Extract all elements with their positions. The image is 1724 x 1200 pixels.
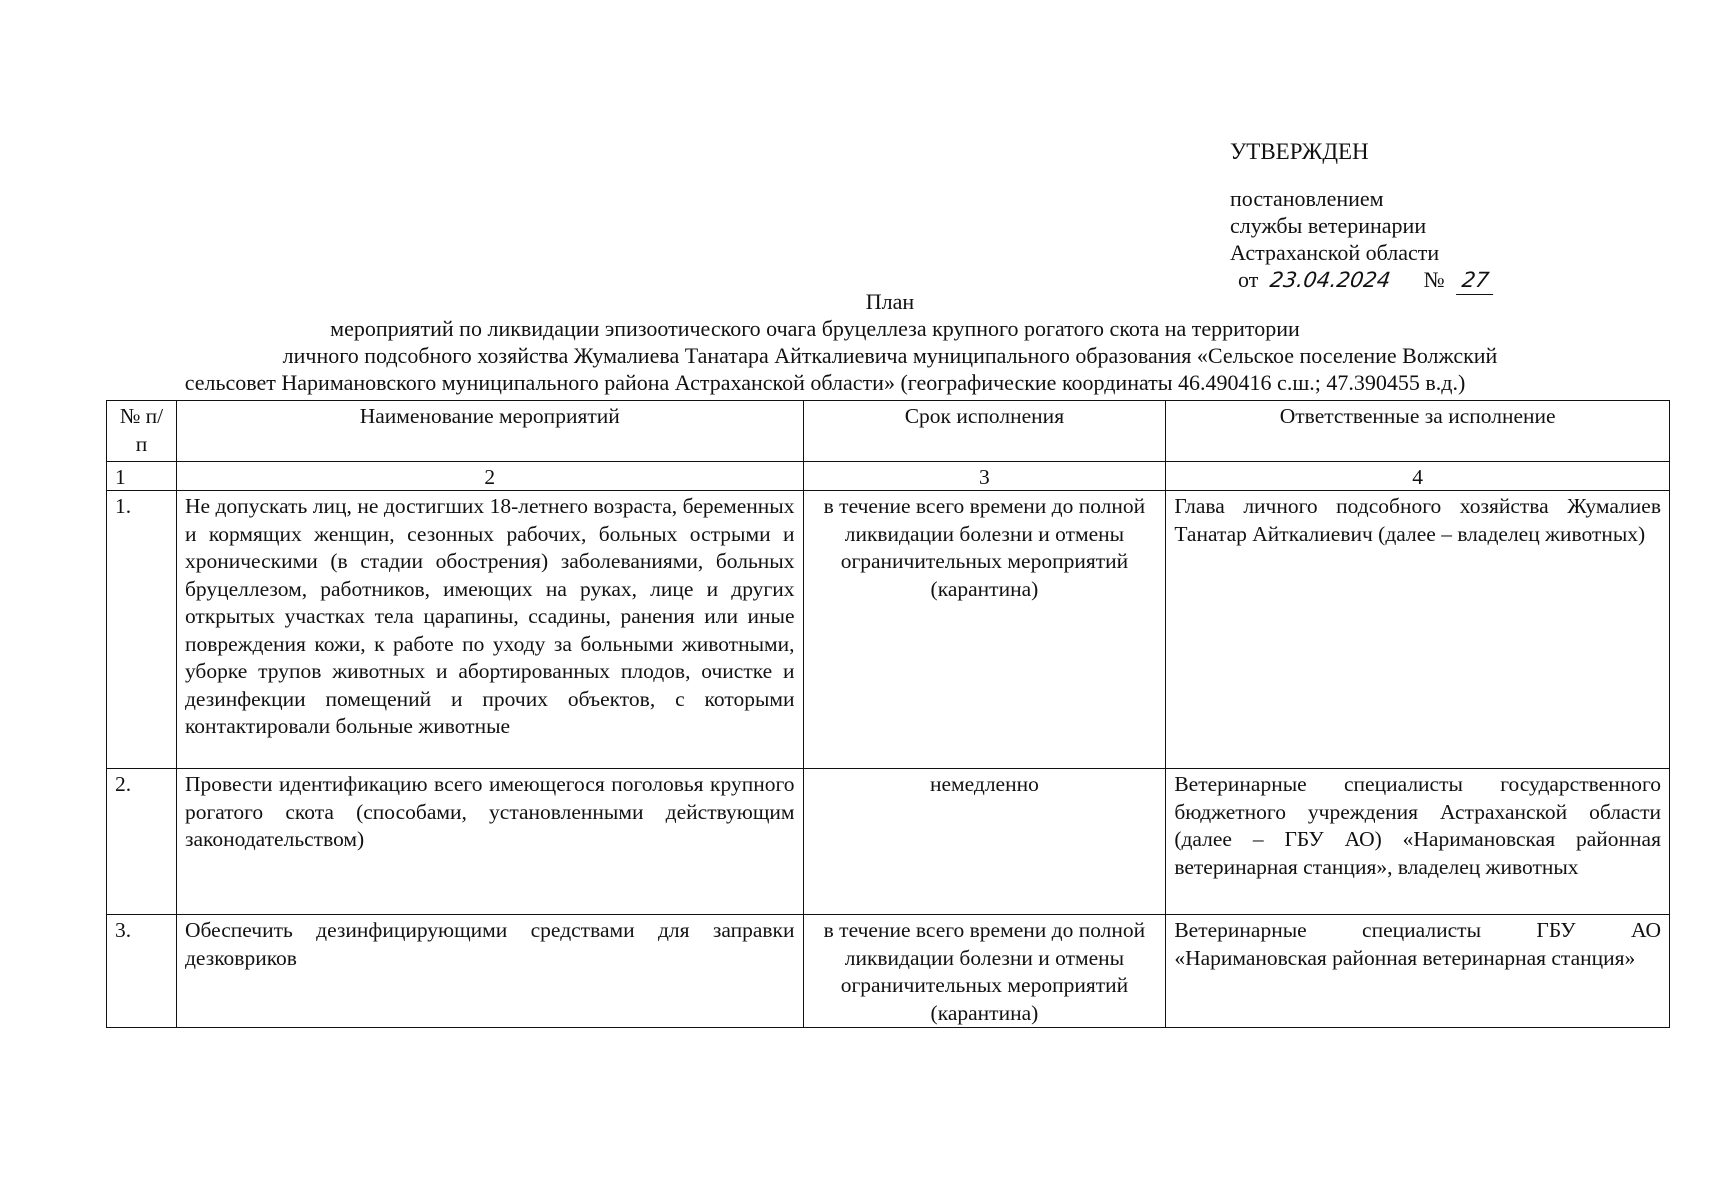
header-cell-measure: Наименование мероприятий bbox=[176, 401, 803, 462]
table-row bbox=[107, 915, 1670, 1028]
table-row bbox=[107, 769, 1670, 915]
header-cell-responsible: Ответственные за исполнение bbox=[1166, 401, 1670, 462]
handwritten-date: 23.04.2024 bbox=[1268, 268, 1392, 292]
header-cell-number: № п/п bbox=[107, 401, 177, 462]
plan-table bbox=[106, 400, 1670, 1028]
responsible-cell: Ветеринарные специалисты государственного бюджетного учреждения Астраханской области (далее – ГБУ АО) «Наримановская районная ветеринарная станция», владелец животных bbox=[1166, 769, 1670, 915]
header-cell-term: Срок исполнения bbox=[803, 401, 1166, 462]
column-number-4: 4 bbox=[1166, 462, 1670, 491]
approval-stamp bbox=[1230, 138, 1495, 295]
approval-line-3: Астраханской области bbox=[1230, 240, 1440, 265]
term-cell: немедленно bbox=[803, 769, 1166, 915]
column-number-2: 2 bbox=[176, 462, 803, 491]
row-number: 2. bbox=[107, 769, 177, 915]
measure-cell: Провести идентификацию всего имеющегося поголовья крупного рогатого скота (способами, установленными действующим законодательством) bbox=[176, 769, 803, 915]
column-number-1: 1 bbox=[107, 462, 177, 491]
approval-line-1: постановлением bbox=[1230, 186, 1384, 211]
number-prefix: № bbox=[1423, 267, 1445, 292]
row-number: 1. bbox=[107, 491, 177, 769]
responsible-cell: Глава личного подсобного хозяйства Жумалиев Танатар Айткалиевич (далее – владелец животных) bbox=[1166, 491, 1670, 769]
table-header-row bbox=[107, 401, 1670, 462]
column-number-3: 3 bbox=[803, 462, 1166, 491]
term-cell: в течение всего времени до полной ликвидации болезни и отмены ограничительных мероприятий (карантина) bbox=[803, 491, 1166, 769]
measure-cell: Не допускать лиц, не достигших 18-летнего возраста, беременных и кормящих женщин, сезонных рабочих, больных острыми и хроническими (в стадии обострения) заболеваниями, больных бруцеллезом, работников, имеющих на руках, лице и других открытых участках тела царапины, ссадины, ранения или иные повреждения кожи, к работе по уходу за больными животными, уборке трупов животных и абортированных плодов, очистке и дезинфекции помещений и прочих объектов, с которыми контактировали больные животные bbox=[176, 491, 803, 769]
column-number-row bbox=[107, 462, 1670, 491]
date-prefix: от bbox=[1238, 267, 1259, 292]
title-line-4: сельсовет Наримановского муниципального района Астраханской области» (географические координаты 46.490416 с.ш.; 47.390455 в.д.) bbox=[184, 370, 1466, 395]
title-line-1: План bbox=[865, 289, 915, 314]
title-line-3: личного подсобного хозяйства Жумалиева Танатара Айткалиевича муниципального образования «Сельское поселение Волжский bbox=[282, 343, 1498, 368]
term-cell: в течение всего времени до полной ликвидации болезни и отмены ограничительных мероприятий (карантина) bbox=[803, 915, 1166, 1028]
responsible-cell: Ветеринарные специалисты ГБУ АО «Наримановская районная ветеринарная станция» bbox=[1166, 915, 1670, 1028]
approval-line-2: службы ветеринарии bbox=[1230, 213, 1427, 238]
handwritten-number: 27 bbox=[1456, 267, 1497, 295]
title-line-2: мероприятий по ликвидации эпизоотического очага бруцеллеза крупного рогатого скота на территории bbox=[330, 316, 1300, 341]
document-title bbox=[140, 288, 1640, 396]
row-number: 3. bbox=[107, 915, 177, 1028]
table-row bbox=[107, 491, 1670, 769]
approval-heading: УТВЕРЖДЕН bbox=[1230, 139, 1369, 164]
measure-cell: Обеспечить дезинфицирующими средствами для заправки дезковриков bbox=[176, 915, 803, 1028]
